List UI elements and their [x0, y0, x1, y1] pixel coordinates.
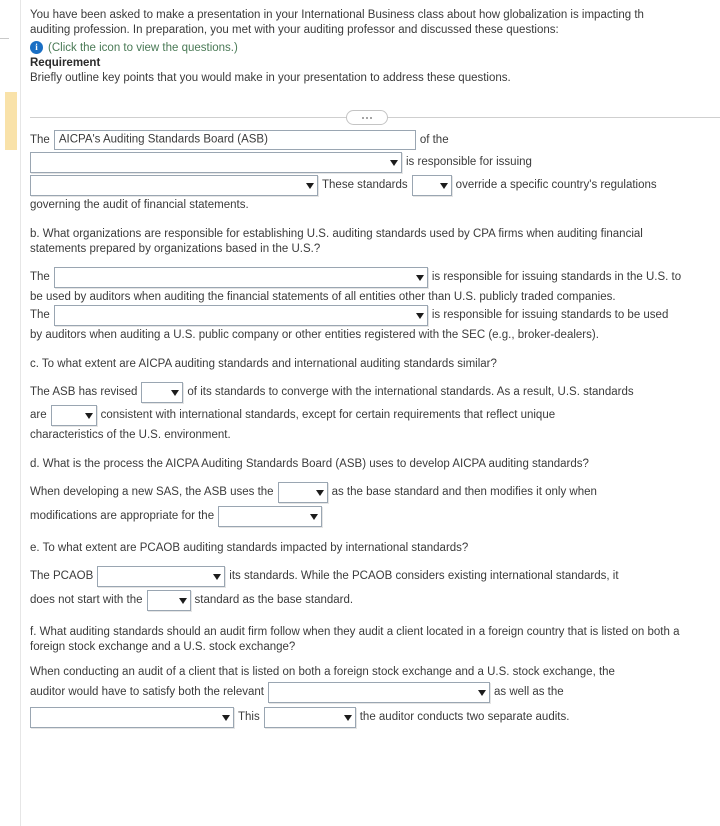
section-a-line-3 [30, 175, 720, 196]
chevron-down-icon [440, 183, 448, 189]
left-gutter [0, 0, 22, 826]
intro-block [22, 0, 720, 86]
chevron-down-icon [390, 160, 398, 166]
section-c-line-3: characteristics of the U.S. environment. [30, 429, 231, 441]
section-c-text-2: consistent with international standards, except for certain requirements that reflect unique [100, 409, 556, 421]
section-c-dropdown-1[interactable] [141, 382, 183, 403]
section-d-label-modifications: modifications are appropriate for the [30, 510, 215, 522]
section-e-text-2: standard as the base standard. [194, 594, 354, 606]
section-d-line-1 [30, 482, 720, 503]
gutter-tick-mark [0, 38, 9, 39]
section-a-line-4: governing the audit of financial statements. [30, 199, 249, 211]
chevron-down-icon [416, 275, 424, 281]
intro-line-2: auditing profession. In preparation, you met with your auditing professor and discussed these questions: [30, 24, 559, 36]
view-questions-caption[interactable]: (Click the icon to view the questions.) [48, 41, 238, 54]
section-a-line-1 [30, 130, 720, 150]
collapse-expand-handle[interactable] [346, 110, 388, 125]
dot-3 [370, 117, 372, 119]
section-a-label-the: The [30, 133, 50, 146]
intro-line-1: You have been asked to make a presentation in your International Business class about how globalization is impacting th [30, 9, 644, 21]
dot-1 [362, 117, 364, 119]
section-c-question: c. To what extent are AICPA auditing standards and international auditing standards similar? [30, 358, 497, 370]
section-e-text-1: its standards. While the PCAOB considers existing international standards, it [229, 570, 619, 582]
section-b-line-2: be used by auditors when auditing the financial statements of all entities other than U.S. publicly traded companies. [30, 291, 616, 303]
section-a-line-2 [30, 152, 720, 173]
section-e-label-pcaob: The PCAOB [30, 570, 94, 582]
answer-form [22, 130, 720, 728]
chevron-down-icon [179, 598, 187, 604]
section-c-label-asb-revised: The ASB has revised [30, 386, 138, 398]
section-e-line-1 [30, 566, 720, 587]
chevron-down-icon [416, 313, 424, 319]
section-a-answer-field[interactable] [54, 130, 416, 150]
section-b-dropdown-2[interactable] [54, 305, 428, 326]
section-a-text-of-the: of the [419, 133, 449, 146]
section-d-label-sas: When developing a new SAS, the ASB uses the [30, 486, 274, 498]
section-a-dropdown-3[interactable] [412, 175, 452, 196]
section-b-line-4: by auditors when auditing a U.S. public company or other entities registered with the SEC (e.g., broker-dealers). [30, 329, 599, 341]
section-a-text-these-standards: These standards [322, 179, 408, 191]
chevron-down-icon [222, 715, 230, 721]
chevron-down-icon [478, 690, 486, 696]
section-f-line-3 [30, 707, 720, 728]
section-f-line-2 [30, 682, 720, 703]
section-f-line-1: When conducting an audit of a client that is listed on both a foreign stock exchange and a U.S. stock exchange, the [30, 666, 615, 678]
section-d-question: d. What is the process the AICPA Auditing Standards Board (ASB) uses to develop AICPA auditing standards? [30, 458, 589, 470]
section-b-line-3 [30, 305, 720, 326]
question-content [22, 0, 720, 826]
gutter-divider-rule [20, 0, 21, 826]
section-b-label-the-1: The [30, 271, 50, 283]
section-c-text-1: of its standards to converge with the international standards. As a result, U.S. standards [187, 386, 634, 398]
dot-2 [366, 117, 368, 119]
requirement-heading: Requirement [30, 57, 101, 69]
section-b-label-the-2: The [30, 309, 50, 321]
info-icon[interactable]: i [30, 41, 43, 54]
section-c-line-2 [30, 405, 720, 426]
section-d-dropdown-2[interactable] [218, 506, 322, 527]
section-e-dropdown-1[interactable] [97, 566, 225, 587]
requirement-text: Briefly outline key points that you would make in your presentation to address these questions. [30, 72, 511, 84]
section-b-text-1: is responsible for issuing standards in the U.S. to [431, 271, 682, 283]
gutter-highlight-strip [5, 92, 17, 150]
section-f-question: f. What auditing standards should an audit firm follow when they audit a client located in a foreign country that is listed on both a foreign stock exchange and a U.S. stock exchange? [30, 626, 680, 653]
section-divider [22, 104, 720, 130]
section-a-text-override: override a specific country's regulations [455, 179, 657, 191]
section-d-dropdown-1[interactable] [278, 482, 328, 503]
section-e-line-2 [30, 590, 720, 611]
section-c-label-are: are [30, 409, 47, 421]
section-c-line-1 [30, 382, 720, 403]
section-c-dropdown-2[interactable] [51, 405, 97, 426]
section-f-label-relevant: auditor would have to satisfy both the relevant [30, 686, 264, 698]
section-f-dropdown-3[interactable] [264, 707, 356, 728]
chevron-down-icon [213, 574, 221, 580]
section-a-dropdown-2[interactable] [30, 175, 318, 196]
section-e-question: e. To what extent are PCAOB auditing standards impacted by international standards? [30, 542, 469, 554]
section-b-question: b. What organizations are responsible for establishing U.S. auditing standards used by CPA firms when auditing financial statements prepared by organizations based in the U.S.? [30, 228, 643, 255]
section-a-dropdown-1[interactable] [30, 152, 402, 173]
section-f-text-2: the auditor conducts two separate audits. [359, 711, 570, 723]
section-d-text-1: as the base standard and then modifies it only when [331, 486, 597, 498]
section-d-line-2 [30, 506, 720, 527]
section-f-label-this: This [238, 711, 260, 723]
section-b-text-2: is responsible for issuing standards to be used [431, 309, 669, 321]
chevron-down-icon [171, 390, 179, 396]
chevron-down-icon [85, 413, 93, 419]
chevron-down-icon [310, 514, 318, 520]
chevron-down-icon [306, 183, 314, 189]
chevron-down-icon [316, 490, 324, 496]
section-a-text-responsible: is responsible for issuing [406, 156, 532, 168]
section-f-text-1: as well as the [493, 686, 564, 698]
section-f-dropdown-1[interactable] [268, 682, 490, 703]
section-e-label-does-not: does not start with the [30, 594, 143, 606]
chevron-down-icon [344, 715, 352, 721]
view-questions-row[interactable] [30, 41, 720, 54]
section-a-answer-value: AICPA's Auditing Standards Board (ASB) [58, 133, 268, 146]
section-e-dropdown-2[interactable] [147, 590, 191, 611]
section-f-dropdown-2[interactable] [30, 707, 234, 728]
section-b-dropdown-1[interactable] [54, 267, 428, 288]
section-b-line-1 [30, 267, 720, 288]
